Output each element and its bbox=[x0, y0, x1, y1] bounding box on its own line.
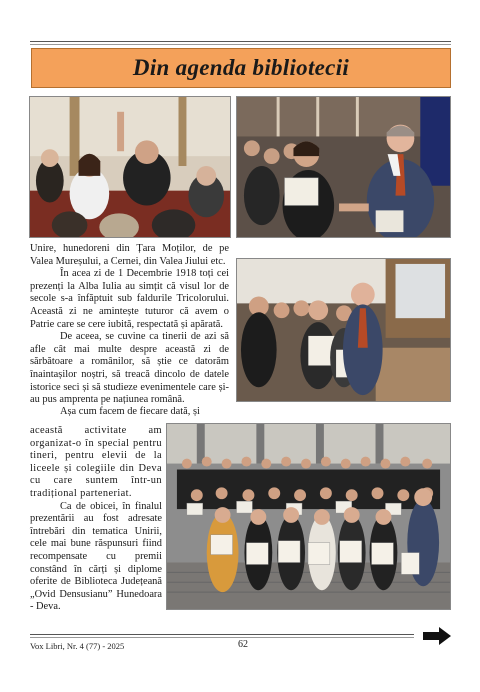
students-in-auditorium-photo bbox=[29, 96, 231, 238]
article-paragraph: În acea zi de 1 Decembrie 1918 toți cei prezenți la Alba Iulia au simțit că visul lor de secole s-a înfăptuit sub faldurile Tricolorului. Această zi ne amintește tuturor că avem o Patrie care se cere iubită, respectată și apărată. bbox=[30, 268, 229, 330]
footer-rule-bottom bbox=[30, 637, 414, 638]
article-column-top bbox=[30, 243, 229, 407]
arrow-right-icon[interactable] bbox=[423, 627, 451, 645]
diploma-group-photo bbox=[236, 258, 451, 402]
page-number: 62 bbox=[238, 639, 248, 650]
page-title: Din agenda bibliotecii bbox=[132, 55, 350, 80]
header-rule-top bbox=[30, 41, 451, 42]
article-paragraph: De aceea, se cuvine ca tinerii de azi să afle cât mai multe despre această zi de sărbătoare a românilor, să știe ce datorăm înaintașilor noștri, să treacă dincolo de datele istorice seci și să studieze evenimentele care și-au pus amprenta pe națiunea română. bbox=[30, 331, 229, 406]
article-paragraph: această activitate am organizat-o în special pentru tineri, pentru elevii de la liceele și colegiile din Deva cu care suntem într-un tradițional parteneriat. bbox=[30, 425, 162, 499]
publication-info: Vox Libri, Nr. 4 (77) - 2025 bbox=[30, 641, 125, 651]
header-rule-bottom bbox=[30, 44, 451, 45]
section-banner bbox=[31, 48, 451, 88]
footer-rule-top bbox=[30, 634, 414, 635]
article-paragraph: Ca de obicei, în finalul prezentării au fost adresate întrebări din tematica Unirii, cele mai bune răspunsuri fiind recompensate cu premii constând în cărți și diplome oferite de Biblioteca Județeană „Ovid Densusianu” Hunedoara - Deva. bbox=[30, 500, 162, 613]
article-column-mid bbox=[30, 406, 230, 419]
handshake-diploma-photo bbox=[236, 96, 451, 238]
article-paragraph: Așa cum facem de fiecare dată, și bbox=[60, 406, 200, 417]
group-photo-on-steps bbox=[166, 423, 451, 610]
article-paragraph: Unire, hunedoreni din Țara Moților, de pe Valea Mureșului, a Cernei, din Valea Jiului etc. bbox=[30, 243, 229, 267]
article-column-low bbox=[30, 425, 162, 614]
